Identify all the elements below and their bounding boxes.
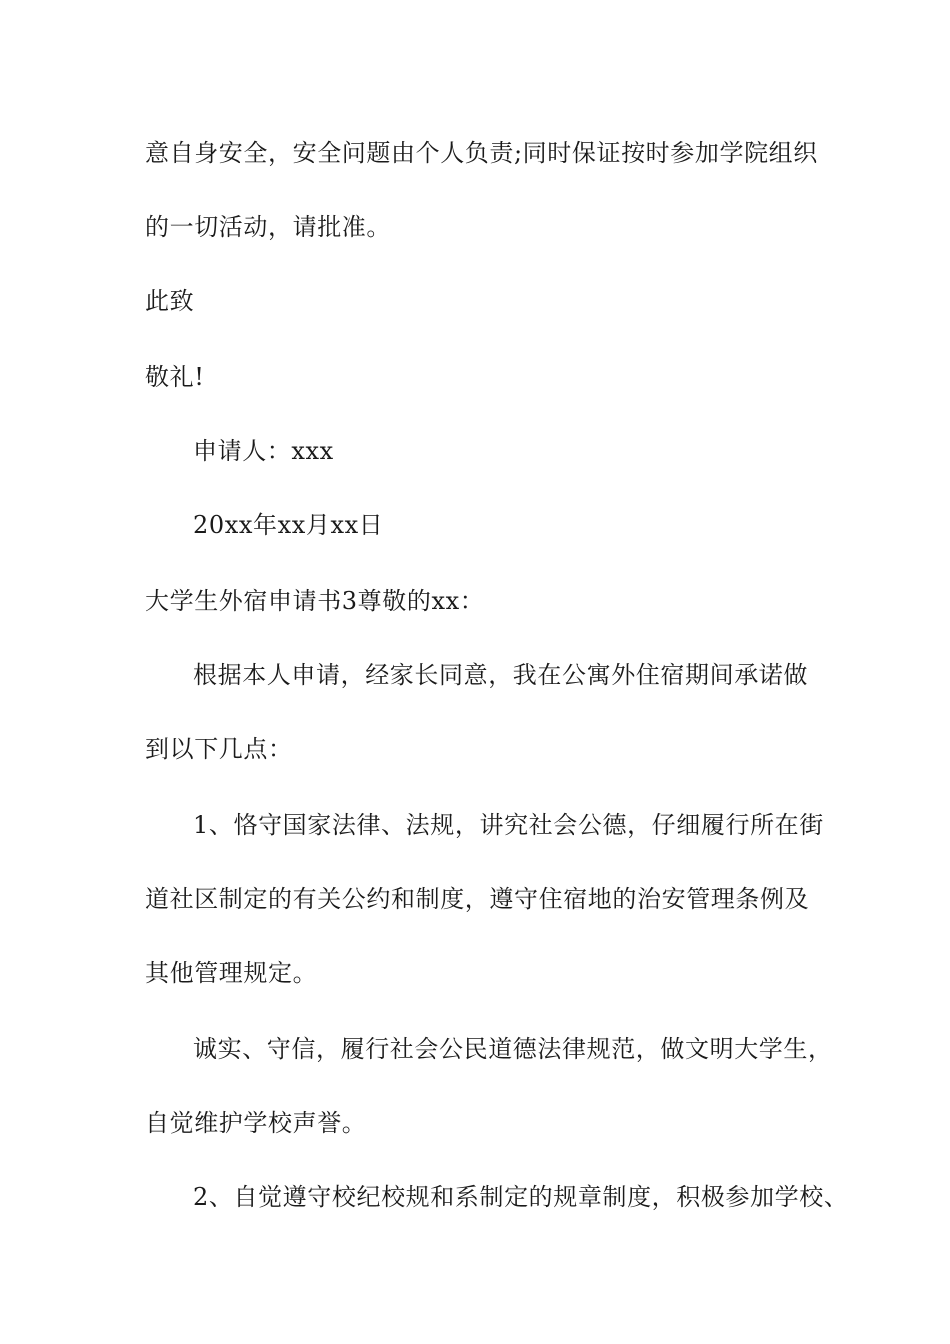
text-line: 道社区制定的有关公约和制度，遵守住宿地的治安管理条例及 xyxy=(145,885,810,913)
date-line: 20xx年xx月xx日 xyxy=(193,511,384,539)
closing-regards: 敬礼! xyxy=(145,363,205,391)
text-line: 根据本人申请，经家长同意，我在公寓外住宿期间承诺做 xyxy=(193,661,808,689)
text-line: 意自身安全，安全问题由个人负责;同时保证按时参加学院组织 xyxy=(145,139,818,167)
text-line: 自觉维护学校声誉。 xyxy=(145,1109,367,1137)
text-line: 到以下几点： xyxy=(145,735,293,763)
closing-salutation: 此致 xyxy=(145,287,195,315)
text-line: 1、恪守国家法律、法规，讲究社会公德，仔细履行所在街 xyxy=(193,811,824,839)
text-line: 2、自觉遵守校纪校规和系制定的规章制度，积极参加学校、 xyxy=(193,1183,849,1211)
text-line: 其他管理规定。 xyxy=(145,959,318,987)
section-heading: 大学生外宿申请书3尊敬的xx： xyxy=(145,587,485,615)
text-line: 的一切活动，请批准。 xyxy=(145,213,391,241)
text-line: 诚实、守信，履行社会公民道德法律规范，做文明大学生， xyxy=(193,1035,833,1063)
applicant-line: 申请人：xxx xyxy=(193,437,334,465)
